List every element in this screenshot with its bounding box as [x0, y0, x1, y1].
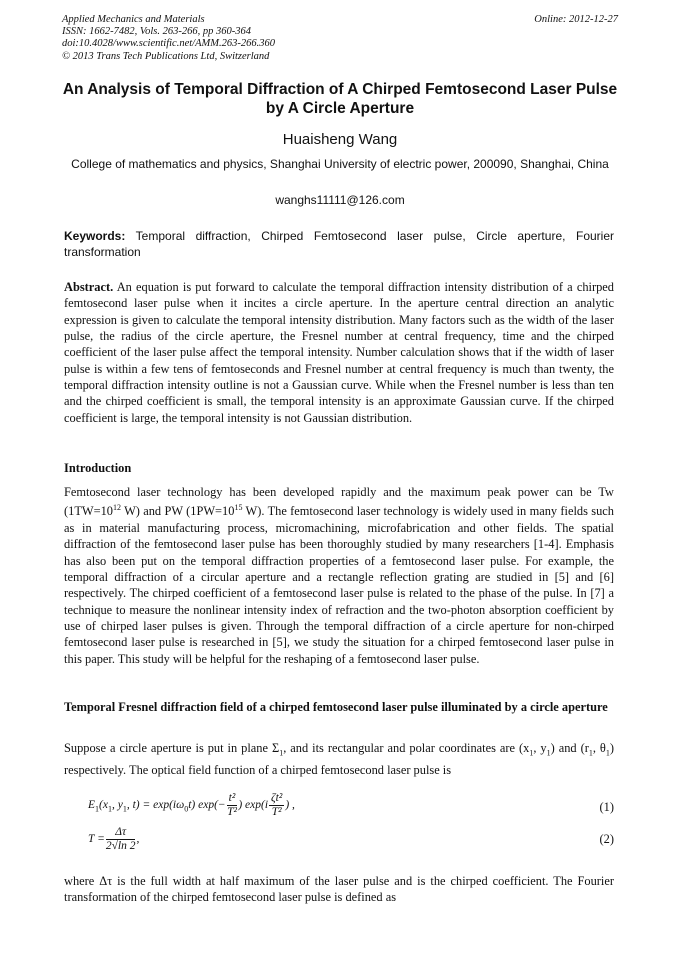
- abstract-label: Abstract.: [64, 280, 114, 294]
- intro-text-3: W). The femtosecond laser technology is widely used in many fields such as in material manufacturing process, micromachining, microfabrication and other fields. The spatial diffraction of the femtosecond laser pulse has been thoroughly studied by many researchers [1-4]. Emphasis has also been put on the temporal diffraction properties of a femtosecond laser pulse. For example, the temporal diffraction of a circular aperture and a rectangle reflection grating are studied in [5] and [6] respectively. The chirped coefficient of a femtosecond laser pulse is related to the phase of the pulse. In [7] a technique to measure the nonlinear intensity index of refraction and the two-photon absorption coefficient by use of chirped laser pulses is given. Through the temporal diffraction of a circle aperture for non-chirped femtosecond laser pulse is researched in [5], we study the situation for a chirped femtosecond laser pulse in this paper. This study will be helpful for the reshaping of a femtosecond laser pulse.: [64, 504, 614, 666]
- eq1-frac-2: [269, 792, 284, 819]
- equation-2-number: (2): [599, 832, 614, 846]
- eq1-end: ) ,: [285, 799, 295, 812]
- abstract: [64, 279, 614, 426]
- eq2-num: Δτ: [106, 826, 136, 840]
- author-name: Huaisheng Wang: [282, 131, 398, 148]
- ten-base-2: 10: [222, 504, 235, 519]
- eq1-t: , t) = exp(iω: [126, 799, 185, 812]
- eq2-lhs: T =: [88, 833, 105, 846]
- eq2-end: ,: [136, 833, 140, 846]
- copyright-line: © 2013 Trans Tech Publications Ltd, Switzerland: [62, 50, 270, 62]
- doi-line: doi:10.4028/www.scientific.net/AMM.263-266.360: [62, 38, 275, 50]
- sec-text-a: Suppose a circle aperture is put in plane Σ: [64, 741, 280, 755]
- eq2-den: 2√ln 2: [105, 840, 136, 852]
- keywords-label: Keywords:: [64, 229, 126, 243]
- sec-text-e: , θ: [592, 741, 606, 755]
- eq2-frac: [106, 826, 136, 853]
- eq1-exp2: ) exp(i: [238, 799, 269, 812]
- eq1-mid: , y: [111, 799, 123, 812]
- intro-paragraph: [64, 484, 614, 667]
- eq1-sub0: 0: [184, 804, 189, 814]
- eq1-sub-y: 1: [122, 804, 127, 814]
- sec-text-c: , y: [533, 741, 547, 755]
- equation-1: [88, 792, 295, 819]
- intro-heading: Introduction: [64, 461, 132, 475]
- intro-exponent-15: 15: [234, 503, 243, 513]
- journal-header: [62, 14, 618, 63]
- journal-name: Applied Mechanics and Materials: [62, 14, 205, 25]
- online-date: Online: 2012-12-27: [534, 14, 618, 25]
- eq1-args: (x: [99, 799, 108, 812]
- eq1-den1: T²: [227, 806, 237, 818]
- issn-line: ISSN: 1662-7482, Vols. 263-266, pp 360-364: [62, 26, 251, 38]
- affiliation: College of mathematics and physics, Shanghai University of electric power, 200090, Shanghai, China: [71, 157, 609, 171]
- intro-text-1: Femtosecond laser technology has been developed rapidly and the maximum peak power can be Tw (1TW=: [64, 485, 614, 519]
- eq1-den2: T²: [271, 806, 282, 818]
- final-paragraph: where Δτ is the full width at half maximum of the laser pulse and is the chirped coefficient. The Fourier transformation of the chirped femtosecond laser pulse is defined as: [64, 874, 614, 905]
- sec-text-f: ) respectively. The optical field function of a chirped femtosecond laser pulse is: [64, 741, 615, 777]
- intro-text-2: W) and PW (1PW=: [120, 504, 223, 519]
- eq1-lhs: E: [88, 799, 96, 812]
- sec-text-d: ) and (r: [550, 741, 589, 755]
- author-email: wanghs11111@126.com: [275, 193, 405, 207]
- paper-title: An Analysis of Temporal Diffraction of A Chirped Femtosecond Laser Pulse by A Circle Aperture: [62, 81, 618, 117]
- sub-1b: 1: [529, 748, 534, 758]
- keywords-text: Temporal diffraction, Chirped Femtosecond laser pulse, Circle aperture, Fourier transformation: [64, 229, 614, 259]
- eq1-sub-x: 1: [107, 804, 112, 814]
- ten-base: 10: [100, 504, 113, 519]
- keywords: [64, 229, 614, 260]
- sub-1e: 1: [605, 748, 610, 758]
- sub-1c: 1: [546, 748, 551, 758]
- eq1-sub: 1: [95, 804, 100, 814]
- eq1-num2: ζt²: [271, 792, 283, 804]
- equation-2: [88, 826, 139, 853]
- eq1-num1: t²: [228, 792, 236, 804]
- abstract-text: An equation is put forward to calculate the temporal diffraction intensity distribution of a chirped femtosecond laser pulse when it incites a circle aperture. In the aperture central direction an analytic expression is given to calculate the temporal intensity distribution. Many factors such as the width of the laser pulse, the radius of the circle aperture, the Fresnel number at central frequency, time and the chirped coefficient of the laser pulse affect the temporal intensity. Number calculation shows that if the width of laser pulse is within a few tens of femtoseconds and Fresnel number at central frequency is much than twenty, the temporal diffraction intensity outline is not a Gaussian curve. While when the Fresnel number is less than ten and the chirped coefficient is small, the temporal intensity is an approximate Gaussian curve. If the chirped coefficient is large, the temporal intensity is not Gaussian distribution.: [64, 280, 614, 425]
- eq1-exp: t) exp(−: [188, 799, 226, 812]
- equation-1-number: (1): [599, 800, 614, 814]
- section-heading: Temporal Fresnel diffraction field of a chirped femtosecond laser pulse illuminated by a circle aperture: [64, 700, 608, 714]
- sub-1d: 1: [588, 748, 593, 758]
- intro-exponent-12: 12: [112, 503, 121, 513]
- sub-1a: 1: [279, 748, 284, 758]
- eq1-frac-1: [227, 792, 238, 819]
- sec-text-b: , and its rectangular and polar coordinates are (x: [283, 741, 530, 755]
- section-paragraph: [64, 740, 614, 778]
